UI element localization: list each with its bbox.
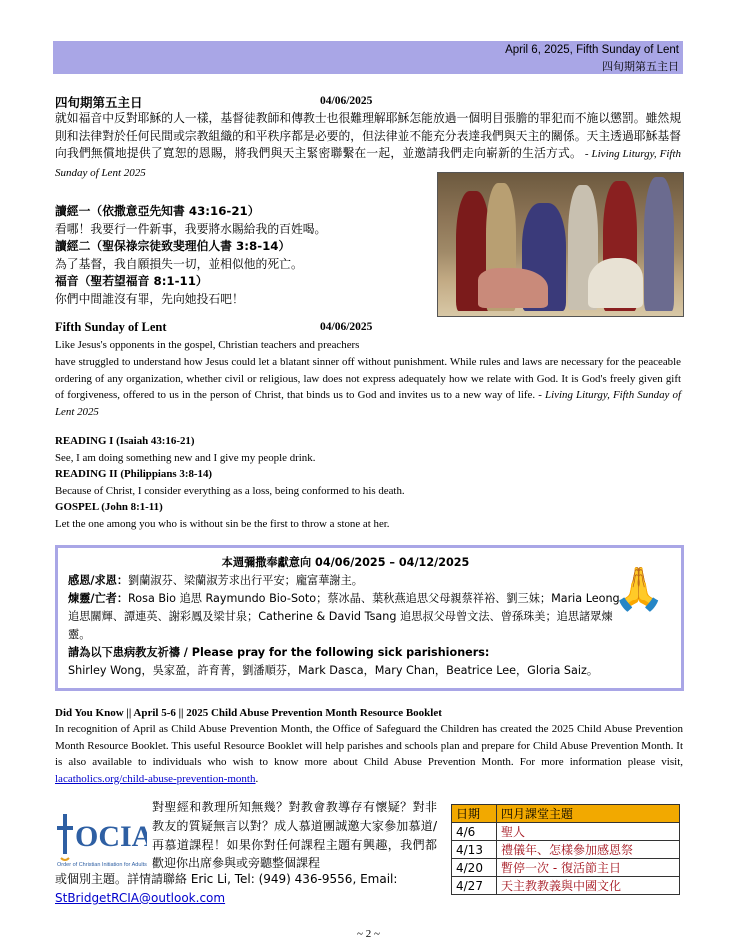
zh-section-date: 04/06/2025 — [320, 95, 373, 107]
en-readings — [55, 433, 681, 533]
en-reading1-text: See, I am doing something new and I give my people drink. — [55, 451, 316, 464]
mass-intentions-box — [55, 545, 684, 691]
did-you-know-title: Did You Know || April 5-6 || 2025 Child Abuse Prevention Month Resource Booklet — [55, 707, 442, 719]
header-chinese-line: 四旬期第五主日 — [602, 60, 679, 73]
schedule-topic-header: 四月課堂主題 — [497, 805, 680, 823]
page-number: ~ 2 ~ — [357, 928, 380, 940]
ocia-contact — [55, 870, 437, 908]
did-you-know-end: . — [255, 772, 259, 785]
schedule-topic: 聖人 — [497, 823, 680, 841]
ocia-contact-text: 或個別主題。詳情請聯絡 Eric Li, Tel: (949) 436-9556, Email: — [55, 872, 398, 886]
en-section-date: 04/06/2025 — [320, 321, 373, 333]
schedule-date: 4/20 — [452, 859, 497, 877]
ocia-logo-text: OCIA — [75, 820, 147, 853]
zh-gospel-text: 你們中間誰沒有罪，先向她投石吧！ — [55, 291, 244, 306]
en-reflection-first-line: Like Jesus's opponents in the gospel, Christian teachers and preachers — [55, 339, 360, 351]
en-reading2-heading: READING II (Philippians 3:8-14) — [55, 468, 213, 481]
en-reading1-heading: READING I (Isaiah 43:16-21) — [55, 435, 195, 447]
page-header-band — [53, 41, 683, 74]
departed-label: 煉靈/亡者： — [68, 592, 129, 605]
zh-reading2-text: 為了基督，我自願損失一切，並相似他的死亡。 — [55, 256, 303, 271]
did-you-know-text: In recognition of April as Child Abuse Prevention Month, the Office of Safeguard the Children has created the 2025 Child Abuse Prevention Month Resource Booklet. This useful Resource Booklet will help parishes and schools plan and prepare for Child Abuse Prevention Month. It is also available to individuals who wish to know more about Child Abuse Prevention Month. For more information please visit, — [55, 723, 683, 769]
ocia-logo-subtitle: Order of Christian Initiation for Adults — [57, 862, 147, 868]
schedule-topic: 天主教教義與中國文化 — [497, 877, 680, 895]
thanksgiving-text: 劉蘭淑芬、梁蘭淑芳求出行平安；龐富華謝主。 — [128, 574, 363, 587]
en-gospel-text: Let the one among you who is without sin be the first to throw a stone at her. — [55, 517, 390, 530]
thanksgiving-label: 感恩/求恩： — [68, 574, 129, 587]
departed-text: Rosa Bio 追思 Raymundo Bio-Soto；蔡冰晶、葉秋燕追思父母親蔡祥裕、劉三妹；Maria Leong 追思關輝、譚連英、謝彩鳳及梁甘泉；Catherine & David Tsang 追思叔父母曾文法、曾孫珠美；追思諸眾煉靈。 — [68, 592, 620, 641]
en-section-title: Fifth Sunday of Lent — [55, 320, 167, 334]
ocia-invitation-text: 對聖經和教理所知無幾？對教會教導存有懷疑？對非教友的質疑無言以對？成人慕道團誠邀大家參加慕道/再慕道課程！如果你對任何課程主題有興趣，我們都歡迎你出席參與或旁聽整個課程 — [152, 800, 437, 871]
schedule-date-header: 日期 — [452, 805, 497, 823]
zh-section-title: 四旬期第五主日 — [55, 95, 143, 110]
praying-hands-icon: 🙏 — [612, 564, 665, 613]
mass-intentions-title: 本週彌撒奉獻意向 04/06/2025 – 04/12/2025 — [221, 556, 470, 569]
en-reading2-text: Because of Christ, I consider everything as a loss, being conformed to his death. — [55, 484, 405, 497]
did-you-know-section — [55, 705, 683, 787]
mass-intentions-content — [68, 554, 623, 680]
ocia-logo-graphic — [55, 806, 147, 870]
schedule-date: 4/27 — [452, 877, 497, 895]
schedule-topic: 暫停一次 - 復活節主日 — [497, 859, 680, 877]
zh-gospel-heading: 福音（聖若望福音 8:1-11） — [55, 274, 208, 289]
zh-readings — [55, 203, 435, 309]
ocia-email-link[interactable]: StBridgetRCIA@outlook.com — [55, 890, 226, 905]
child-abuse-prevention-link[interactable]: lacatholics.org/child-abuse-prevention-month — [55, 772, 256, 785]
table-row — [452, 823, 680, 841]
schedule-header-row — [452, 805, 680, 823]
zh-reading1-text: 看哪！我要行一件新事，我要將水賜給我的百姓喝。 — [55, 221, 327, 236]
table-row — [452, 877, 680, 895]
schedule-date: 4/13 — [452, 841, 497, 859]
schedule-date: 4/6 — [452, 823, 497, 841]
en-reflection — [55, 354, 681, 420]
en-reflection-text: have struggled to understand how Jesus could let a blatant sinner off without punishment. While rules and laws are necessary for the peaceable ordering of any organization, whether civil or religious, law does not express adequately how we relate with God. It is God's freely given gift of forgiveness, offered to us in the person of Christ, that binds us to God and invites us to a new way of life. — [55, 356, 681, 402]
jesus-and-adulteress-painting — [437, 172, 684, 317]
zh-citation: - Living Liturgy, Fifth Sunday of Lent 2025 — [55, 148, 681, 179]
departed-intentions — [68, 590, 623, 644]
table-row — [452, 841, 680, 859]
sick-parishioners-list: Shirley Wong，吳家盈，許育菁，劉潘順芬，Mark Dasca，Mary Chan，Beatrice Lee，Gloria Saiz。 — [68, 664, 599, 677]
schedule-topic: 禮儀年、怎樣參加感恩祭 — [497, 841, 680, 859]
zh-reading2-heading: 讀經二（聖保祿宗徒致斐理伯人書 3:8-14） — [55, 239, 291, 254]
ocia-logo — [55, 806, 147, 870]
ocia-april-schedule — [451, 804, 680, 895]
zh-reflection-text: 就如福音中反對耶穌的人一樣，基督徒教師和傳教士也很難理解耶穌怎能放過一個明目張膽的罪犯而不施以懲罰。雖然規則和法律對於任何民間或宗教組織的和平秩序都是必要的，但法律並不能充分表達我們與天主的關係。天主透過耶穌基督向我們無償地提供了寬恕的恩賜，將我們與天主緊密聯繫在一起，並邀請我們走向嶄新的生活方式。 — [55, 111, 681, 161]
sick-prayer-heading: 請為以下患病教友祈禱 / Please pray for the following sick parishioners: — [68, 646, 490, 659]
en-citation: - Living Liturgy, Fifth Sunday of Lent 2025 — [55, 389, 681, 418]
en-gospel-heading: GOSPEL (John 8:1-11) — [55, 501, 163, 514]
table-row — [452, 859, 680, 877]
header-date-line: April 6, 2025, Fifth Sunday of Lent — [505, 44, 679, 56]
did-you-know-body — [55, 721, 683, 787]
zh-reading1-heading: 讀經一（依撒意亞先知書 43:16-21） — [55, 204, 260, 218]
thanksgiving-intentions — [68, 572, 623, 590]
